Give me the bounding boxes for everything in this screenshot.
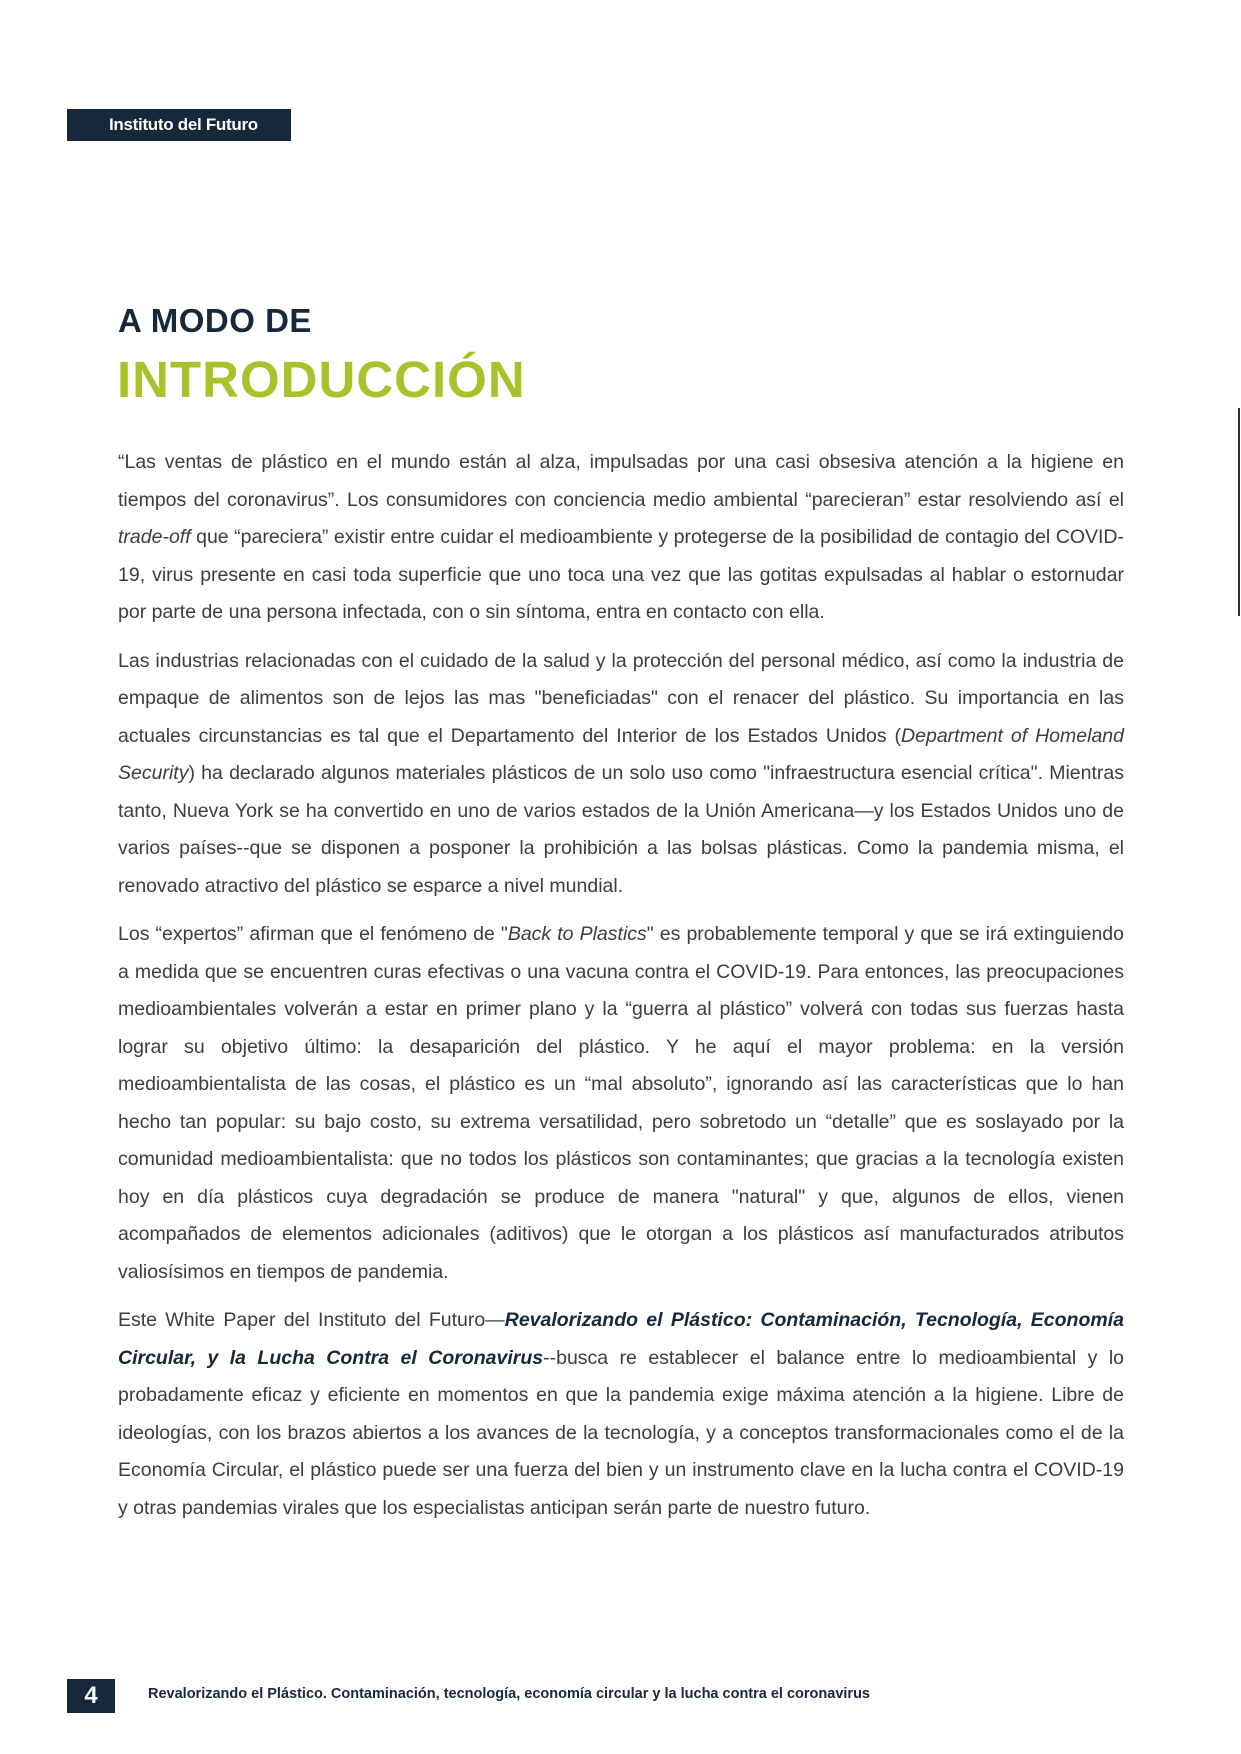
paragraph-text: --busca re establecer el balance entre lo medioambiental y lo probadamente eficaz y eficiente en momentos en que la pandemia exige máxima atención a la higiene. Libre de ideologías, con los brazos abiertos a los avances de la tecnología, y a conceptos transformacionales como el de la Economía Circular, el plástico puede ser una fuerza del bien y un instrumento clave en la lucha contra el COVID-19 y otras pandemias virales que los especialistas anticipan serán parte de nuestro futuro. xyxy=(118,1346,1124,1519)
header-tab xyxy=(67,109,291,141)
paragraph-4 xyxy=(118,1302,1124,1527)
italic-term: trade-off xyxy=(118,526,191,548)
paragraph-text: " es probablemente temporal y que se irá extinguiendo a medida que se encuentren curas efectivas o una vacuna contra el COVID-19. Para entonces, las preocupaciones medioambientales volverán a estar en primer plano y la “guerra al plástico” volverá con todas sus fuerzas hasta lograr su objetivo último: la desaparición del plástico. Y he aquí el mayor problema: en la versión medioambientalista de las cosas, el plástico es un “mal absoluto”, ignorando así las características que lo han hecho tan popular: su bajo costo, su extrema versatilidad, pero sobretodo un “detalle” que es soslayado por la comunidad medioambientalista: que no todos los plásticos son contaminantes; que gracias a la tecnología existen hoy en día plásticos cuya degradación se produce de manera "natural" y que, algunos de ellos, vienen acompañados de elementos adicionales (aditivos) que le otorgan a los plásticos así manufacturados atributos valiosísimos en tiempos de pandemia. xyxy=(118,923,1124,1283)
paragraph-2 xyxy=(118,643,1124,906)
paragraph-text: Las industrias relacionadas con el cuidado de la salud y la protección del personal médico, así como la industria de empaque de alimentos son de lejos las mas "beneficiadas" con el renacer del plástico. Su importancia en las actuales circunstancias es tal que el Departamento del Interior de los Estados Unidos ( xyxy=(118,649,1124,747)
paragraph-3 xyxy=(118,916,1124,1291)
paragraph-1 xyxy=(118,444,1124,632)
paragraph-text: “Las ventas de plástico en el mundo están al alza, impulsadas por una casi obsesiva atención a la higiene en tiempos del coronavirus”. Los consumidores con conciencia medio ambiental “parecieran” estar resolviendo así el xyxy=(118,451,1124,511)
body-text xyxy=(118,444,1124,1538)
italic-term: Back to Plastics xyxy=(507,923,647,945)
footer-title: Revalorizando el Plástico. Contaminación, tecnología, economía circular y la lucha contra el coronavirus xyxy=(148,1686,870,1702)
bold-italic-title: Revalorizando el Plástico: Contaminación, Tecnología, Economía Circular, y la Lucha Contra el Coronavirus xyxy=(118,1309,1124,1369)
paragraph-text: ) ha declarado algunos materiales plásticos de un solo uso como "infraestructura esencial crítica". Mientras tanto, Nueva York se ha convertido en uno de varios estados de la Unión Americana—y los Estados Unidos uno de varios países--que se disponen a posponer la prohibición a las bolsas plásticas. Como la pandemia misma, el renovado atractivo del plástico se esparce a nivel mundial. xyxy=(118,762,1124,897)
header-tab-label: Instituto del Futuro xyxy=(109,115,258,134)
paragraph-text: Los “expertos” afirman que el fenómeno de " xyxy=(118,923,508,945)
paragraph-text: Este White Paper del Instituto del Futuro— xyxy=(118,1309,505,1331)
side-rule xyxy=(1238,408,1240,616)
paragraph-text: que “pareciera” existir entre cuidar el medioambiente y protegerse de la posibilidad de contagio del COVID-19, virus presente en casi toda superficie que uno toca una vez que las gotitas expulsadas al hablar o estornudar por parte de una persona infectada, con o sin síntoma, entra en contacto con ella. xyxy=(118,526,1124,623)
italic-term: Department of Homeland Security xyxy=(118,724,1124,784)
section-title-line2: INTRODUCCIÓN xyxy=(117,351,526,408)
section-title-line1: A MODO DE xyxy=(118,302,312,339)
page-number: 4 xyxy=(67,1679,115,1713)
